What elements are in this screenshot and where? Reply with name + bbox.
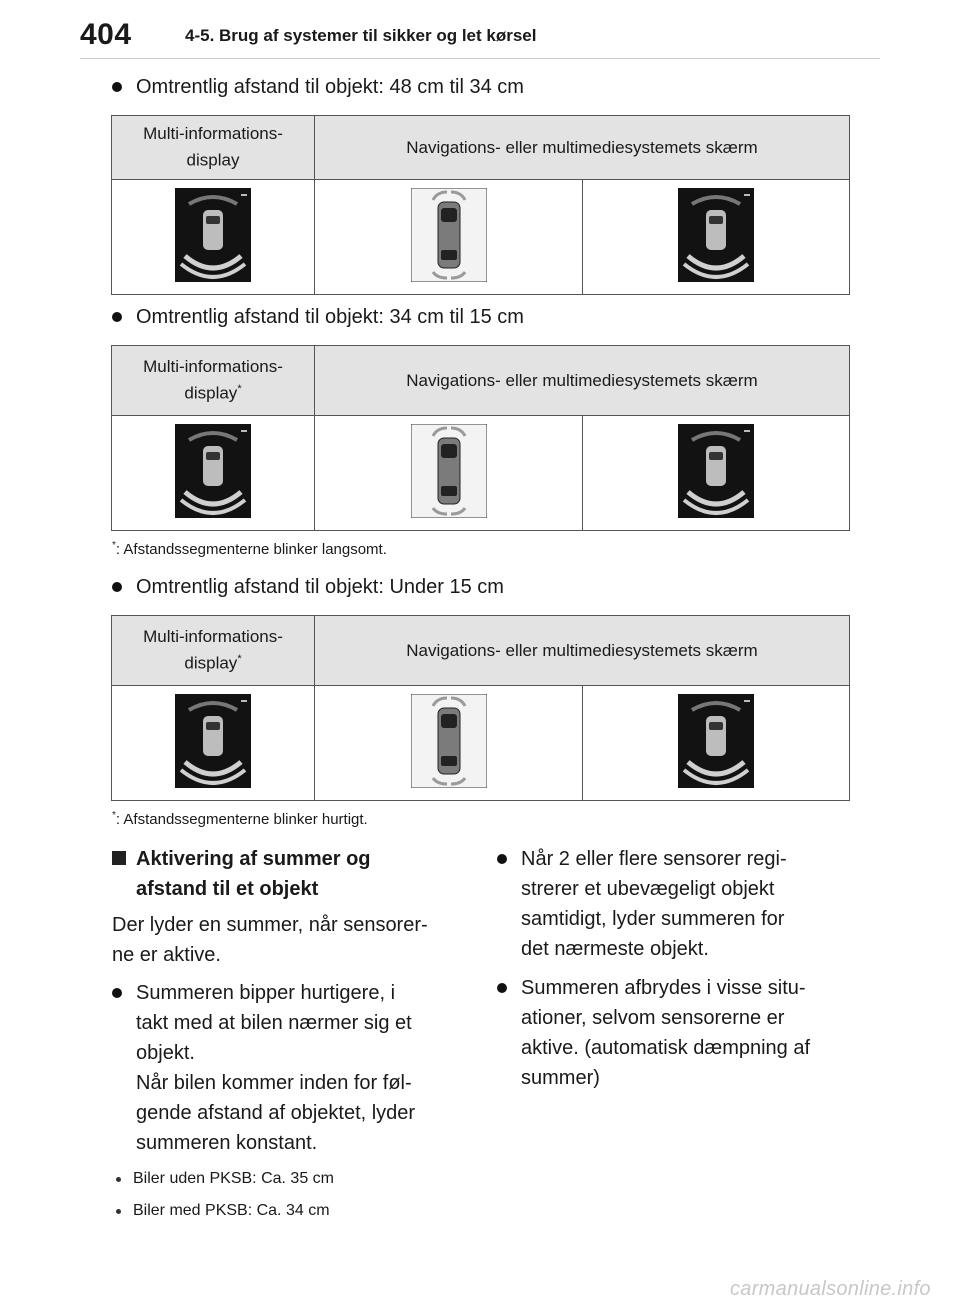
display-table-1 [111,115,850,295]
distance-bullet-1 [112,74,524,100]
display-table-3 [111,615,850,801]
nav-screen-illustration [411,424,487,518]
nav-screen-image-a [315,416,583,531]
multi-info-display-image [112,416,315,531]
table-header-nav-screen: Navigations- eller multimediesystemets skærm [315,116,850,180]
bullet-dot [497,983,507,993]
table-header-nav-screen: Navigations- eller multimediesystemets skærm [315,346,850,416]
footnote-1: *: Afstandssegmenterne blinker langsomt. [112,540,387,558]
distance-bullet-2 [112,304,524,330]
nav-screen-illustration-dark [678,424,754,518]
page-number: 404 [80,18,132,51]
small-bullet-dot [116,1209,121,1214]
nav-screen-illustration [411,188,487,282]
bullet-dot [497,854,507,864]
pksb-item-without: Biler uden PKSB: Ca. 35 cm [112,1168,472,1190]
left-column [112,844,472,1222]
bullet-dot [112,988,122,998]
distance-text: Omtrentlig afstand til objekt: Under 15 cm [136,576,504,598]
multi-info-display-illustration [175,424,251,518]
multi-info-display-image [112,686,315,801]
distance-text: Omtrentlig afstand til objekt: 48 cm til 34 cm [136,76,524,98]
distance-text: Omtrentlig afstand til objekt: 34 cm til 15 cm [136,306,524,328]
table-header-multi-info: Multi-informations- display [112,116,315,180]
bullet-dot [112,82,122,92]
multi-info-display-illustration [175,694,251,788]
nav-screen-image-a [315,686,583,801]
distance-bullet-3 [112,574,504,600]
multi-info-display-image [112,180,315,295]
small-bullet-dot [116,1177,121,1182]
footnote-2: *: Afstandssegmenterne blinker hurtigt. [112,810,368,828]
display-table-2 [111,345,850,531]
buzzer-mute-bullet: Summeren afbrydes i visse situ- ationer, selvom sensorerne er aktive. (automatisk dæmpning af summer) [497,973,857,1093]
table-header-nav-screen: Navigations- eller multimediesystemets skærm [315,616,850,686]
chapter-title: 4-5. Brug af systemer til sikker og let kørsel [185,26,537,45]
nav-screen-illustration-dark [678,694,754,788]
nav-screen-image-b [583,416,850,531]
buzzer-bullet: Summeren bipper hurtigere, i takt med at bilen nærmer sig et objekt. Når bilen kommer inden for føl- gende afstand af objektet, lyder summeren konstant. [112,978,472,1158]
square-bullet-icon [112,851,126,865]
nav-screen-image-b [583,686,850,801]
nav-screen-image-b [583,180,850,295]
bullet-dot [112,582,122,592]
nav-screen-illustration [411,694,487,788]
nav-screen-image-a [315,180,583,295]
intro-paragraph: Der lyder en summer, når sensorer- ne er aktive. [112,914,428,966]
table-header-multi-info: Multi-informations- display* [112,616,315,686]
watermark: carmanualsonline.info [730,1278,931,1300]
section-heading: Aktivering af summer og afstand til et objekt [112,844,472,904]
right-column [497,844,857,1093]
multiple-sensors-bullet: Når 2 eller flere sensorer regi- strerer et ubevægeligt objekt samtidigt, lyder summeren for det nærmeste objekt. [497,844,857,964]
nav-screen-illustration-dark [678,188,754,282]
bullet-dot [112,312,122,322]
multi-info-display-illustration [175,188,251,282]
header-divider [80,58,880,59]
table-header-multi-info: Multi-informations- display* [112,346,315,416]
pksb-item-with: Biler med PKSB: Ca. 34 cm [112,1200,472,1222]
